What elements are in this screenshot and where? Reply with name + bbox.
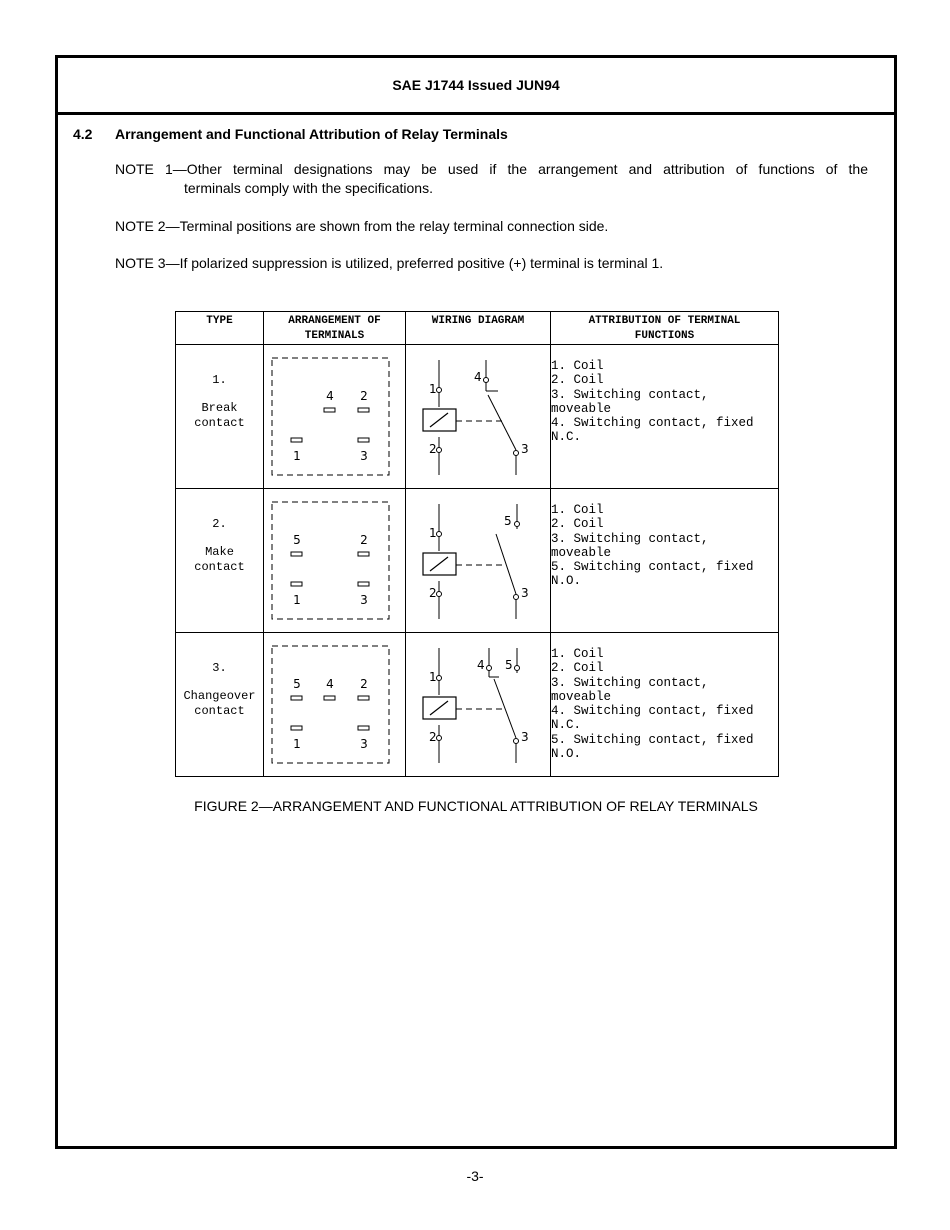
note-1-line-1: NOTE 1—Other terminal designations may be used if the arrangement and attribution of functions of the (115, 161, 868, 177)
terminal-label: 3 (360, 593, 368, 607)
wire-label: 1 (429, 382, 437, 396)
attribution-line: 1. Coil (551, 503, 604, 517)
terminal-label: 3 (360, 737, 368, 751)
wire-label: 4 (477, 658, 485, 672)
terminal-pin (291, 696, 302, 700)
header-wiring: WIRING DIAGRAM (406, 312, 551, 345)
wire-label: 3 (521, 442, 529, 456)
attribution-line: N.C. (551, 430, 582, 445)
table-row (176, 345, 779, 489)
note-3-text: NOTE 3—If polarized suppression is utilized, preferred positive (+) terminal is terminal 1. (115, 255, 664, 271)
attribution-line: 4. Switching contact, fixed (551, 416, 754, 431)
terminal-pin (291, 726, 302, 730)
wire-label: 1 (429, 670, 437, 684)
terminal-label: 1 (293, 737, 301, 751)
wiring-diagram (406, 345, 551, 488)
terminal-label: 4 (326, 677, 334, 691)
attribution-line: moveable (551, 401, 612, 416)
terminal-pin (324, 696, 335, 700)
relay-outline (272, 502, 389, 619)
attribution-line: 3. Switching contact, (551, 531, 709, 546)
wiring-diagram (406, 633, 551, 776)
type-cell (176, 345, 264, 489)
attribution-cell (551, 345, 779, 489)
table-row (176, 489, 779, 633)
header-arrangement: ARRANGEMENT OF TERMINALS (264, 312, 406, 345)
terminal-arrangement-diagram (264, 489, 406, 632)
terminal-arrangement-diagram (264, 633, 406, 776)
wire-label: 5 (505, 658, 513, 672)
relay-terminal-figure (175, 311, 778, 776)
note-3 (115, 254, 868, 273)
wiring-cell (406, 489, 551, 633)
page-number: -3- (466, 1168, 484, 1184)
relay-terminal-table (175, 311, 779, 777)
attribution-line: 2. Coil (551, 661, 604, 676)
section-number: 4.2 (73, 126, 93, 142)
wiring-cell (406, 345, 551, 489)
type-number: 1. (212, 373, 227, 387)
attribution-cell (551, 633, 779, 777)
terminal-label: 1 (293, 449, 301, 463)
wire-label: 3 (521, 730, 529, 744)
terminal-label: 1 (293, 593, 301, 607)
attribution-line: moveable (551, 545, 612, 560)
wire-label: 4 (474, 370, 482, 384)
terminal-label: 3 (360, 449, 368, 463)
terminal-label: 2 (360, 677, 368, 691)
note-2-text: NOTE 2—Terminal positions are shown from the relay terminal connection side. (115, 218, 609, 234)
wire-label: 2 (429, 730, 437, 744)
terminal-label: 5 (293, 677, 301, 691)
attribution-line: 2. Coil (551, 373, 604, 388)
attribution-line: 3. Switching contact, (551, 387, 709, 402)
type-cell (176, 489, 264, 633)
terminal-pin (291, 552, 302, 556)
document-title: SAE J1744 Issued JUN94 (392, 77, 560, 93)
terminal-pin (358, 582, 369, 586)
type-name: contact (194, 416, 245, 430)
terminal-pin (291, 582, 302, 586)
terminal-pin (324, 408, 335, 412)
arrangement-cell (264, 489, 406, 633)
terminal-arrangement-diagram (264, 345, 406, 488)
wire-label: 3 (521, 586, 529, 600)
wiring-diagram (406, 489, 551, 632)
type-number: 2. (212, 517, 227, 531)
table-header-row (176, 312, 779, 345)
wire-label: 1 (429, 526, 437, 540)
header-attribution: ATTRIBUTION OF TERMINAL FUNCTIONS (551, 312, 779, 345)
attribution-line: 1. Coil (551, 647, 604, 661)
terminal-pin (358, 438, 369, 442)
terminal-pin (358, 696, 369, 700)
arrangement-cell (264, 345, 406, 489)
figure-caption: FIGURE 2—ARRANGEMENT AND FUNCTIONAL ATTRIBUTION OF RELAY TERMINALS (194, 798, 758, 814)
type-name: contact (194, 704, 245, 718)
terminal-label: 2 (360, 389, 368, 403)
wire-label: 5 (504, 514, 512, 528)
type-cell (176, 633, 264, 777)
type-name: Make (205, 545, 234, 559)
attribution-line: N.O. (551, 574, 582, 589)
section-title: Arrangement and Functional Attribution of Relay Terminals (115, 126, 508, 142)
attribution-line: N.O. (551, 747, 582, 762)
type-number: 3. (212, 661, 227, 675)
terminal-pin (358, 726, 369, 730)
terminal-label: 4 (326, 389, 334, 403)
header-type: TYPE (176, 312, 264, 345)
arrangement-cell (264, 633, 406, 777)
type-name: Changeover (183, 689, 256, 703)
note-1 (115, 160, 868, 198)
type-name: contact (194, 560, 245, 574)
page-frame (55, 55, 897, 1149)
terminal-label: 5 (293, 533, 301, 547)
attribution-line: 1. Coil (551, 359, 604, 373)
terminal-pin (291, 438, 302, 442)
document-header (58, 58, 894, 115)
relay-outline (272, 646, 389, 763)
attribution-line: 5. Switching contact, fixed (551, 732, 754, 747)
terminal-label: 2 (360, 533, 368, 547)
wire-label: 2 (429, 586, 437, 600)
attribution-line: 3. Switching contact, (551, 675, 709, 690)
attribution-line: 4. Switching contact, fixed (551, 704, 754, 719)
table-row (176, 633, 779, 777)
attribution-line: 2. Coil (551, 517, 604, 532)
attribution-line: N.C. (551, 718, 582, 733)
relay-outline (272, 358, 389, 475)
attribution-line: moveable (551, 689, 612, 704)
wire-label: 2 (429, 442, 437, 456)
note-1-line-2: terminals comply with the specifications. (184, 180, 433, 196)
terminal-pin (358, 552, 369, 556)
note-2 (115, 217, 868, 236)
type-name: Break (201, 401, 238, 415)
attribution-line: 5. Switching contact, fixed (551, 560, 754, 575)
terminal-pin (358, 408, 369, 412)
wiring-cell (406, 633, 551, 777)
attribution-cell (551, 489, 779, 633)
